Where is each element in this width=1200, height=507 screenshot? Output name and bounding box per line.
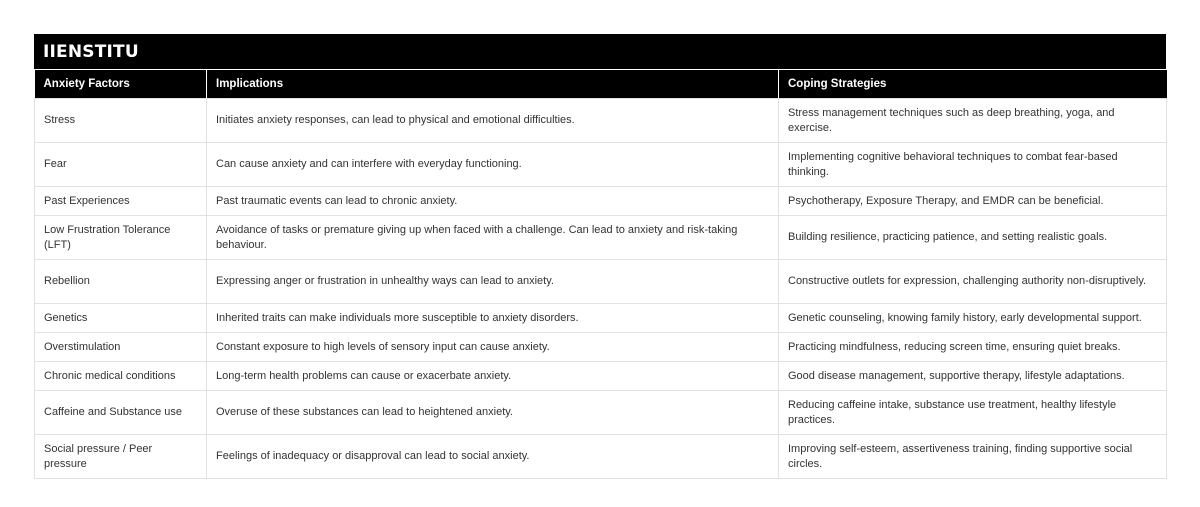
column-header-anxiety-factors: Anxiety Factors <box>35 70 207 99</box>
cell-implication: Long-term health problems can cause or exacerbate anxiety. <box>207 362 779 391</box>
cell-implication: Inherited traits can make individuals more susceptible to anxiety disorders. <box>207 304 779 333</box>
cell-coping: Stress management techniques such as deep breathing, yoga, and exercise. <box>779 99 1167 143</box>
table-container <box>34 34 1166 479</box>
table-row <box>35 362 1167 391</box>
table-row <box>35 391 1167 435</box>
cell-implication: Overuse of these substances can lead to heightened anxiety. <box>207 391 779 435</box>
cell-implication: Constant exposure to high levels of sensory input can cause anxiety. <box>207 333 779 362</box>
cell-coping: Implementing cognitive behavioral techniques to combat fear-based thinking. <box>779 143 1167 187</box>
table-row <box>35 304 1167 333</box>
header-row <box>35 70 1167 99</box>
table-header <box>35 70 1167 99</box>
table-row <box>35 216 1167 260</box>
cell-factor: Overstimulation <box>35 333 207 362</box>
brand-header <box>34 34 1166 70</box>
cell-factor: Rebellion <box>35 260 207 304</box>
cell-implication: Initiates anxiety responses, can lead to physical and emotional difficulties. <box>207 99 779 143</box>
cell-factor: Fear <box>35 143 207 187</box>
table-body <box>35 99 1167 479</box>
cell-coping: Genetic counseling, knowing family history, early developmental support. <box>779 304 1167 333</box>
cell-factor: Low Frustration Tolerance (LFT) <box>35 216 207 260</box>
cell-coping: Practicing mindfulness, reducing screen time, ensuring quiet breaks. <box>779 333 1167 362</box>
table-row <box>35 187 1167 216</box>
column-header-implications: Implications <box>207 70 779 99</box>
cell-implication: Expressing anger or frustration in unhealthy ways can lead to anxiety. <box>207 260 779 304</box>
cell-factor: Past Experiences <box>35 187 207 216</box>
table-row <box>35 99 1167 143</box>
cell-coping: Psychotherapy, Exposure Therapy, and EMDR can be beneficial. <box>779 187 1167 216</box>
cell-factor: Social pressure / Peer pressure <box>35 435 207 479</box>
cell-implication: Feelings of inadequacy or disapproval can lead to social anxiety. <box>207 435 779 479</box>
cell-coping: Constructive outlets for expression, challenging authority non-disruptively. <box>779 260 1167 304</box>
cell-coping: Improving self-esteem, assertiveness training, finding supportive social circles. <box>779 435 1167 479</box>
table-row <box>35 333 1167 362</box>
cell-implication: Can cause anxiety and can interfere with everyday functioning. <box>207 143 779 187</box>
brand-title: IIENSTITU <box>43 41 139 62</box>
table-row <box>35 435 1167 479</box>
cell-factor: Chronic medical conditions <box>35 362 207 391</box>
table-row <box>35 260 1167 304</box>
cell-factor: Caffeine and Substance use <box>35 391 207 435</box>
cell-implication: Avoidance of tasks or premature giving up when faced with a challenge. Can lead to anxiety and risk-taking behaviour. <box>207 216 779 260</box>
cell-coping: Reducing caffeine intake, substance use treatment, healthy lifestyle practices. <box>779 391 1167 435</box>
table-row <box>35 143 1167 187</box>
cell-implication: Past traumatic events can lead to chronic anxiety. <box>207 187 779 216</box>
anxiety-table <box>34 70 1167 479</box>
column-header-coping-strategies: Coping Strategies <box>779 70 1167 99</box>
cell-coping: Good disease management, supportive therapy, lifestyle adaptations. <box>779 362 1167 391</box>
cell-factor: Stress <box>35 99 207 143</box>
cell-coping: Building resilience, practicing patience, and setting realistic goals. <box>779 216 1167 260</box>
cell-factor: Genetics <box>35 304 207 333</box>
